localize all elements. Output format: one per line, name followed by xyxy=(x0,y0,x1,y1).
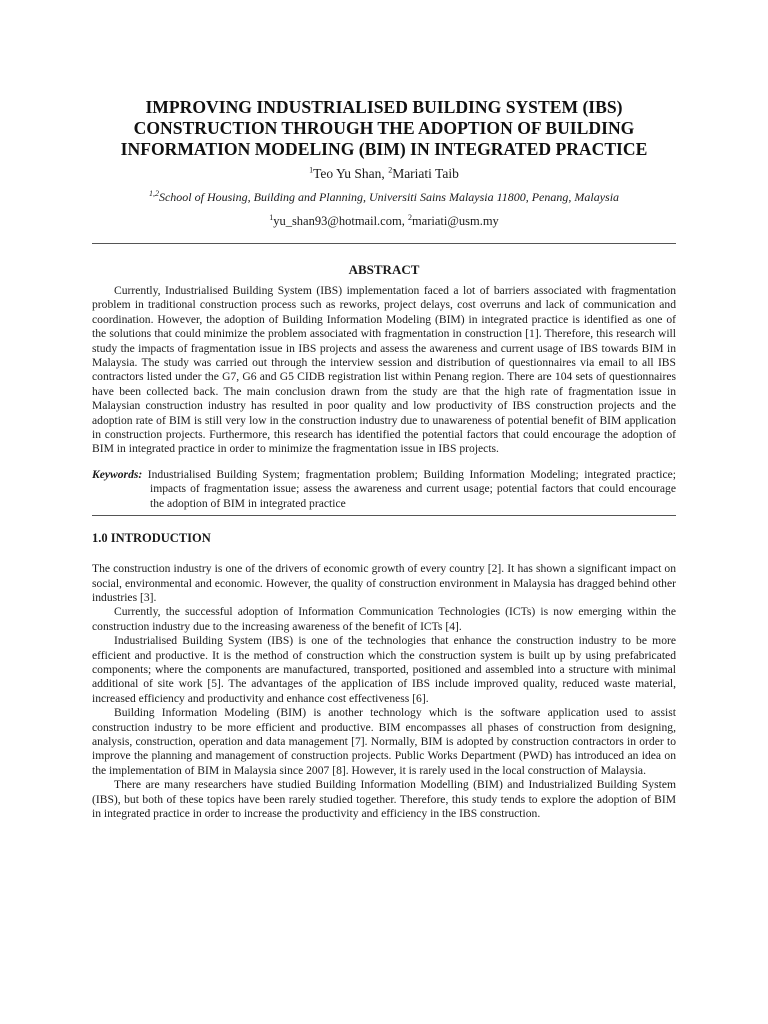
affiliation-line xyxy=(92,189,676,205)
keywords-label: Keywords: xyxy=(92,467,143,481)
email-1: yu_shan93@hotmail.com, xyxy=(273,214,408,228)
abstract-body: Currently, Industrialised Building System (IBS) implementation faced a lot of barriers associated with fragmentation problem in traditional construction process such as reworks, project delays, cost overruns and lack of communication and coordination. However, the adoption of Building Information Modeling (BIM) in integrated practice is identified as one of the solutions that could minimize the problem associated with fragmentation in construction [1]. Therefore, this research will study the impacts of fragmentation issue in IBS projects and assess the awareness and current usage of IBS towards BIM in Malaysia. The study was carried out through the interview session and distribution of questionnaires via email to all IBS contractors listed under the G7, G6 and G5 CIDB registration list within Penang region. There are 104 sets of questionnaires have been collected back. The main conclusion drawn from the study are that the high rate of fragmentation issue in Malaysian construction industry has resulted in poor quality and low productivity of IBS construction projects and the adoption rate of BIM is still very low in the construction industry due to unawareness of potential benefit of BIM application in construction projects. Furthermore, this research has identified the potential factors that could encourage the adoption of BIM in integrated practice in order to minimize the fragmentation issue in IBS projects. xyxy=(92,284,676,456)
intro-paragraph-1: The construction industry is one of the drivers of economic growth of every country [2]. It has shown a significant impact on social, environmental and economic. However, the quality of construction environment in Malaysia has dragged behind other industries [3]. xyxy=(92,562,676,604)
author-2-name: Mariati Taib xyxy=(392,166,459,181)
abstract-heading: ABSTRACT xyxy=(348,262,420,277)
author-2-marker: 2 xyxy=(388,165,393,175)
author-1-name: Teo Yu Shan, xyxy=(313,166,389,181)
email-2: mariati@usm.my xyxy=(411,214,499,228)
affiliation-marker: 1,2 xyxy=(148,189,159,198)
introduction-heading: 1.0 INTRODUCTION xyxy=(92,531,211,546)
email-line xyxy=(92,213,676,229)
email-1-marker: 1 xyxy=(269,212,274,222)
author-1-marker: 1 xyxy=(309,165,314,175)
keywords-text: Industrialised Building System; fragmentation problem; Building Information Modeling; integrated practice; impacts of fragmentation issue; assess the awareness and current usage; potential factors that could encourage the adoption of BIM in integrated practice xyxy=(142,467,676,510)
email-2-marker: 2 xyxy=(407,212,412,222)
intro-paragraph-5: There are many researchers have studied Building Information Modelling (BIM) and Industrialized Building System (IBS), but both of these topics have been rarely studied together. Therefore, this study tends to explore the adoption of BIM in integrated practice in order to increase the productivity and efficiency in the IBS construction. xyxy=(92,778,676,820)
paper-title: IMPROVING INDUSTRIALISED BUILDING SYSTEM (IBS) CONSTRUCTION THROUGH THE ADOPTION OF BUILDING INFORMATION MODELING (BIM) IN INTEGRATED PRACTICE xyxy=(120,97,648,159)
keywords-block xyxy=(92,468,676,511)
author-line xyxy=(92,165,676,183)
intro-paragraph-3: Industrialised Building System (IBS) is one of the technologies that enhance the construction industry to be more efficient and productive. It is the method of construction which the construction system is built up by using prefabricated components; where the components are manufactured, transported, positioned and assembled into a structure with minimal additional of site work [5]. The advantages of the application of IBS include improved quality, reduced waste material, increased efficiency and productivity and enhance cost effectiveness [6]. xyxy=(92,634,676,705)
keywords-divider xyxy=(92,515,676,516)
intro-paragraph-2: Currently, the successful adoption of Information Communication Technologies (ICTs) is now emerging within the construction industry due to the increasing awareness of the benefit of ICTs [4]. xyxy=(92,605,676,633)
affiliation-text: School of Housing, Building and Planning, Universiti Sains Malaysia 11800, Penang, Malaysia xyxy=(158,190,620,204)
intro-paragraph-4: Building Information Modeling (BIM) is another technology which is the software application used to assist construction industry to be more efficient and productive. BIM encompasses all phases of construction from designing, analysis, construction, operation and data management [7]. Normally, BIM is adopted by construction contractors in order to improve the planning and management of construction projects. Public Works Department (PWD) has introduced an idea on the implementation of BIM in Malaysia since 2007 [8]. However, it is rarely used in the local construction of Malaysia. xyxy=(92,706,676,777)
header-divider xyxy=(92,243,676,244)
